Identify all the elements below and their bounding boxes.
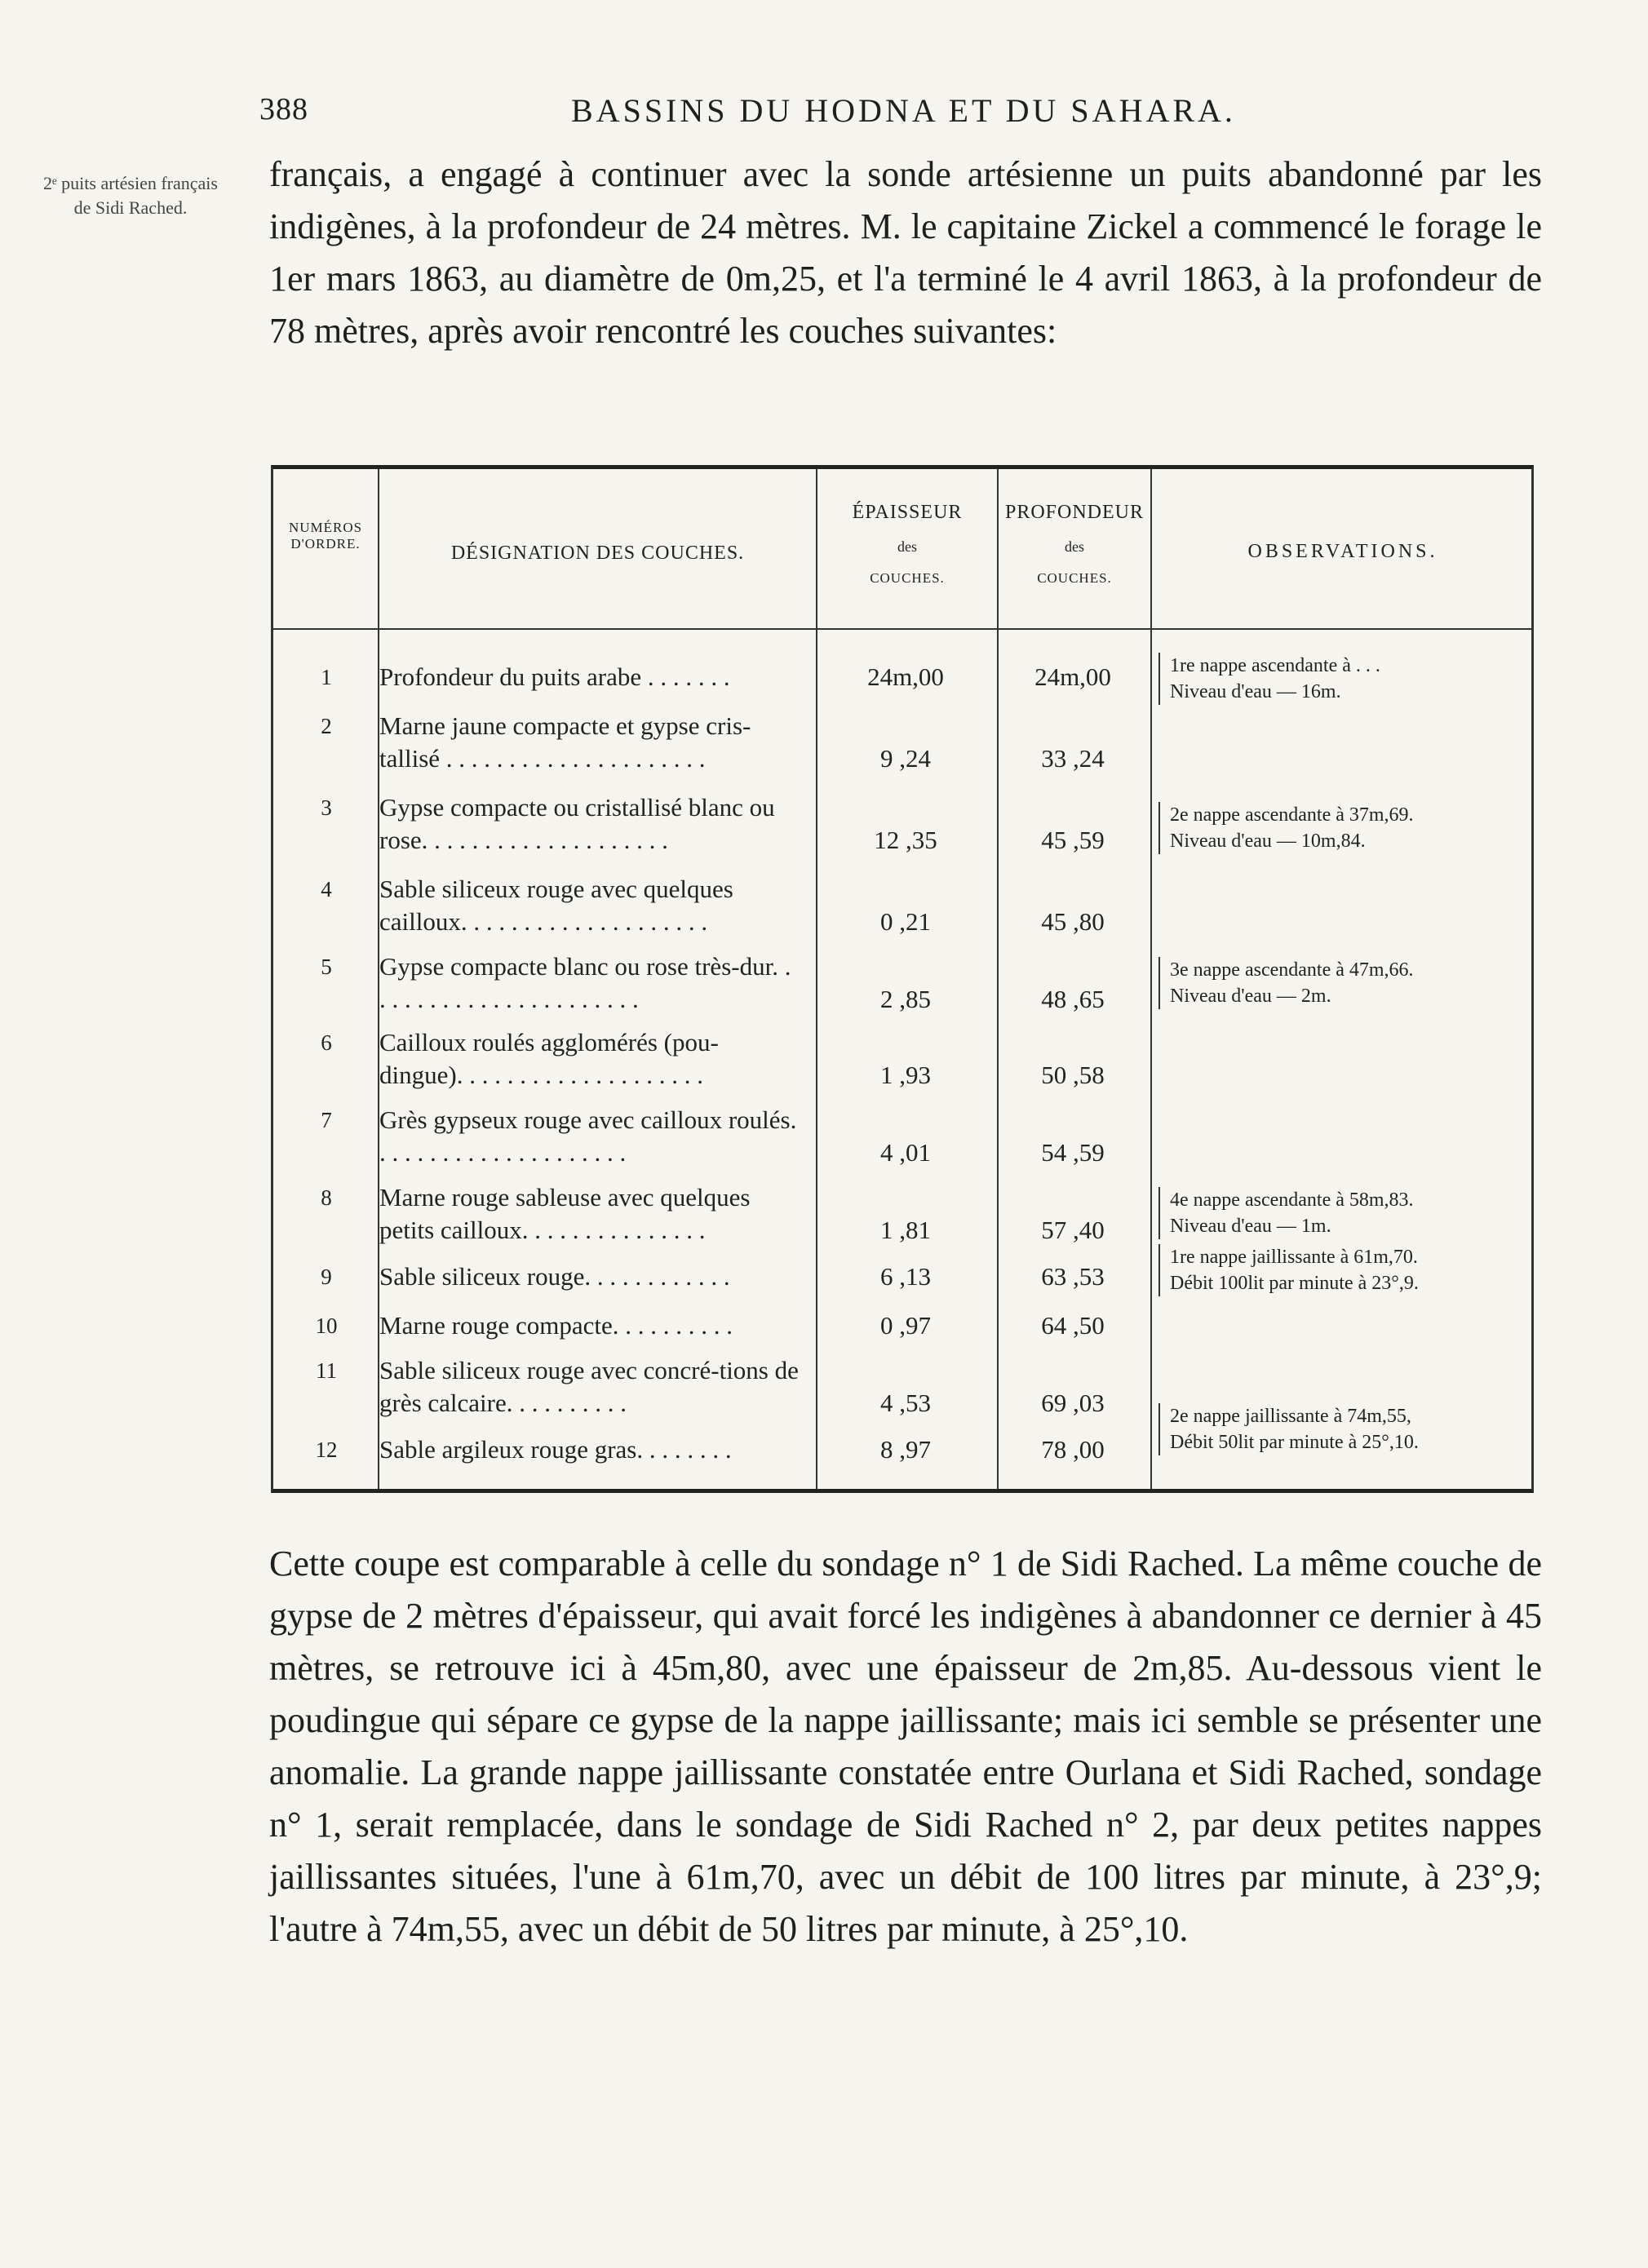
header-profondeur [999, 502, 1150, 587]
margin-note: 2ᵉ puits artésien français de Sidi Rached. [43, 173, 218, 218]
row-6-num: 6 [321, 1030, 332, 1055]
row-9-profondeur: 63 ,53 [1041, 1262, 1105, 1291]
row-3-designation: Gypse compacte ou cristallisé blanc ou rose. . . . . . . . . . . . . . . . . . . . [379, 793, 775, 854]
row-2-profondeur: 33 ,24 [1041, 744, 1105, 773]
header-designation-label: DÉSIGNATION DES COUCHES. [450, 543, 745, 564]
row-12-profondeur: 78 ,00 [1041, 1435, 1105, 1464]
row-12-epaisseur: 8 ,97 [880, 1435, 931, 1464]
row-10-num: 10 [315, 1313, 338, 1338]
row-8-profondeur: 57 ,40 [1041, 1216, 1105, 1244]
page-number: 388 [259, 92, 308, 126]
observation-5-line1: 1re nappe jaillissante à 61m,70. [1170, 1247, 1418, 1268]
observation-4-line2: Niveau d'eau — 1m. [1170, 1216, 1331, 1237]
observation-6-line2: Débit 50lit par minute à 25°,10. [1170, 1432, 1419, 1453]
observation-6-line1: 2e nappe jaillissante à 74m,55, [1170, 1406, 1411, 1427]
header-profondeur-sub: des [1065, 538, 1084, 555]
row-3-num: 3 [321, 795, 332, 820]
observation-6 [1158, 1403, 1537, 1455]
row-2-epaisseur: 9 ,24 [880, 744, 931, 773]
header-epaisseur [817, 502, 997, 587]
row-7-num: 7 [321, 1108, 332, 1132]
row-5-epaisseur: 2 ,85 [880, 985, 931, 1013]
header-numeros [273, 520, 378, 552]
row-8-num: 8 [321, 1185, 332, 1210]
row-1-designation: Profondeur du puits arabe . . . . . . . [379, 662, 730, 691]
observation-3-line1: 3e nappe ascendante à 47m,66. [1170, 959, 1414, 981]
row-9-num: 9 [321, 1265, 332, 1289]
header-epaisseur-sub: des [897, 538, 917, 555]
row-1-profondeur: 24m,00 [1034, 662, 1111, 691]
row-7-epaisseur: 4 ,01 [880, 1138, 931, 1167]
row-1-epaisseur: 24m,00 [867, 662, 944, 691]
row-3-profondeur: 45 ,59 [1041, 826, 1105, 854]
observation-1 [1158, 653, 1537, 705]
observation-2-line2: Niveau d'eau — 10m,84. [1170, 831, 1366, 852]
observation-4 [1158, 1187, 1537, 1239]
row-4-designation: Sable siliceux rouge avec quelques cailloux. . . . . . . . . . . . . . . . . . . . [379, 875, 733, 936]
header-profondeur-label: PROFONDEUR [1004, 502, 1145, 523]
header-observations [1152, 541, 1534, 563]
row-11-epaisseur: 4 ,53 [880, 1389, 931, 1417]
observation-1-line2: Niveau d'eau — 16m. [1170, 681, 1341, 702]
row-3-epaisseur: 12 ,35 [874, 826, 937, 854]
row-5-profondeur: 48 ,65 [1041, 985, 1105, 1013]
observation-4-line1: 4e nappe ascendante à 58m,83. [1170, 1189, 1414, 1211]
row-11-num: 11 [316, 1358, 337, 1383]
observation-2 [1158, 802, 1537, 854]
observation-5 [1158, 1244, 1537, 1296]
row-2-designation: Marne jaune compacte et gypse cris-tallisé . . . . . . . . . . . . . . . . . . . . . [379, 711, 751, 773]
intro-paragraph: français, a engagé à continuer avec la sonde artésienne un puits abandonné par les indigènes, à la profondeur de 24 mètres. M. le capitaine Zickel a commencé le forage le 1er mars 1863, au diamètre de 0m,25, et l'a terminé le 4 avril 1863, à la profondeur de 78 mètres, après avoir rencontré les couches suivantes: [269, 154, 1542, 351]
row-5-designation: Gypse compacte blanc ou rose très-dur. . . . . . . . . . . . . . . . . . . . . . . [379, 952, 791, 1013]
row-9-epaisseur: 6 ,13 [880, 1262, 931, 1291]
header-epaisseur-label: ÉPAISSEUR [852, 502, 963, 523]
header-profondeur-sub2: COUCHES. [1037, 570, 1112, 586]
row-1-num: 1 [321, 665, 332, 689]
observation-3-line2: Niveau d'eau — 2m. [1170, 986, 1331, 1007]
row-9-designation: Sable siliceux rouge. . . . . . . . . . . . [379, 1262, 730, 1291]
header-designation [379, 543, 816, 565]
row-7-designation: Grès gypseux rouge avec cailloux roulés. . . . . . . . . . . . . . . . . . . . . [379, 1105, 797, 1167]
row-10-designation: Marne rouge compacte. . . . . . . . . . [379, 1311, 733, 1340]
row-5-num: 5 [321, 955, 332, 979]
row-2-num: 2 [321, 714, 332, 738]
row-4-epaisseur: 0 ,21 [880, 907, 931, 936]
header-numeros-label: NUMÉROS D'ORDRE. [288, 520, 363, 551]
row-12-num: 12 [315, 1437, 338, 1462]
row-6-designation: Cailloux roulés agglomérés (pou-dingue). . . . . . . . . . . . . . . . . . . . [379, 1028, 719, 1089]
observation-3 [1158, 957, 1537, 1009]
row-7-profondeur: 54 ,59 [1041, 1138, 1105, 1167]
row-6-epaisseur: 1 ,93 [880, 1061, 931, 1089]
column-divider [816, 469, 817, 1489]
strata-table [271, 465, 1534, 1493]
row-6-profondeur: 50 ,58 [1041, 1061, 1105, 1089]
row-4-num: 4 [321, 877, 332, 901]
row-4-profondeur: 45 ,80 [1041, 907, 1105, 936]
running-title: BASSINS DU HODNA ET DU SAHARA. [571, 92, 1236, 129]
header-observations-label: OBSERVATIONS. [1247, 541, 1438, 562]
header-epaisseur-sub2: COUCHES. [870, 570, 945, 586]
observation-1-line1: 1re nappe ascendante à . . . [1170, 655, 1380, 676]
commentary-paragraph: Cette coupe est comparable à celle du sondage n° 1 de Sidi Rached. La même couche de gypse de 2 mètres d'épaisseur, qui avait forcé les indigènes à abandonner ce dernier à 45 mètres, se retrouve ici à 45m,80, avec une épaisseur de 2m,85. Au-dessous vient le poudingue qui sépare ce gypse de la nappe jaillissante; mais ici semble se présenter une anomalie. La grande nappe jaillissante constatée entre Ourlana et Sidi Rached, sondage n° 1, serait remplacée, dans le sondage de Sidi Rached n° 2, par deux petites nappes jaillissantes situées, l'une à 61m,70, avec un débit de 100 litres par minute, à 23°,9; l'autre à 74m,55, avec un débit de 50 litres par minute, à 25°,10. [269, 1544, 1542, 1949]
row-10-profondeur: 64 ,50 [1041, 1311, 1105, 1340]
row-12-designation: Sable argileux rouge gras. . . . . . . . [379, 1435, 732, 1464]
row-8-designation: Marne rouge sableuse avec quelques petits cailloux. . . . . . . . . . . . . . . [379, 1183, 751, 1244]
row-10-epaisseur: 0 ,97 [880, 1311, 931, 1340]
observation-5-line2: Débit 100lit par minute à 23°,9. [1170, 1273, 1419, 1294]
row-11-designation: Sable siliceux rouge avec concré-tions de grès calcaire. . . . . . . . . . [379, 1356, 799, 1417]
row-8-epaisseur: 1 ,81 [880, 1216, 931, 1244]
row-11-profondeur: 69 ,03 [1041, 1389, 1105, 1417]
header-rule [273, 628, 1531, 630]
observation-2-line1: 2e nappe ascendante à 37m,69. [1170, 804, 1414, 826]
